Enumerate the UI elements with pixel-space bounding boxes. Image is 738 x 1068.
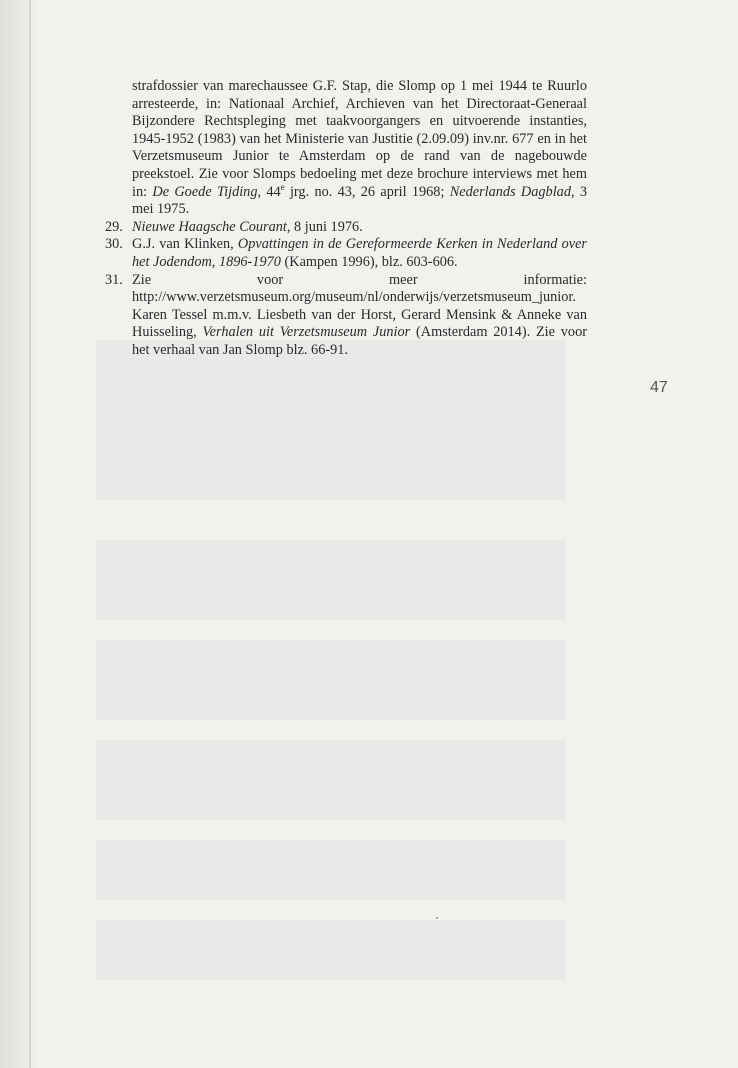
endnote-segment: strafdossier van marechaussee G.F. Stap, die Slomp op 1 mei 1944 te Ruurlo arresteerde, in: Nationaal Archief, Archieven van het Directoraat-Generaal Bijzondere Rechtspleging met taakvoorgangers en uitvoerende instanties, 1945-1952 (1983) van het Ministerie van Justitie (2.09.09) inv.nr. 677 en in het Verzetsmuseum Junior te Amsterdam op de rand van de nagebouwde preekstoel. Zie voor Slomps bedoeling met deze brochure interviews met hem in: [132,78,587,200]
endnote [105,78,587,219]
endnotes-list [105,78,587,360]
endnote-number: 31. [105,271,123,288]
endnote-segment: , 8 juni 1976. [286,218,363,235]
endnote-segment: (Kampen 1996), blz. 603-606. [280,253,458,270]
endnote-segment: , 44 [257,183,281,200]
endnote-segment: , 3 mei 1975. [132,183,587,218]
endnote-title: De Goede Tijding [152,183,258,200]
endnote [105,236,587,271]
endnote-segment: (Amsterdam 2014). Zie voor het verhaal van Jan Slomp blz. 66-91. [132,324,587,358]
endnote-segment: jrg. no. 43, 26 april 1968; [284,183,450,200]
endnote-segment: G.J. van Klinken, [132,236,238,253]
endnote-text [132,219,587,237]
binding-gutter [0,0,40,1068]
endnote-title: Verhalen uit Verzetsmuseum Junior [202,324,411,341]
binding-line [29,0,31,1068]
endnote-number: 29. [105,218,123,235]
endnote-title: Nieuwe Haagsche Courant [132,218,287,235]
endnote-text [132,236,587,271]
endnote-title: Opvattingen in de Gereformeerde Kerken in Nederland over het Jodendom, 1896-1970 [132,236,587,270]
paper-speck [436,917,438,919]
endnote-number: 30. [105,236,123,253]
show-through-block [96,740,566,820]
show-through-block [96,340,566,500]
endnote-text [132,78,587,219]
show-through-block [96,640,566,720]
endnote-text [132,272,587,360]
show-through-block [96,840,566,900]
show-through-block [96,540,566,620]
superscript: e [280,181,285,192]
page-number: 47 [650,379,668,396]
endnote-title: Nederlands Dagblad [449,183,571,200]
show-through-block [96,920,566,980]
endnote [105,219,587,237]
endnote [105,272,587,360]
endnote-segment: Zie voor meer informatie: http://www.verzetsmuseum.org/museum/nl/onderwijs/verzetsmuseum_junior. Karen Tessel m.m.v. Liesbeth van der Horst, Gerard Mensink & Anneke van Huisseling, [132,271,587,341]
